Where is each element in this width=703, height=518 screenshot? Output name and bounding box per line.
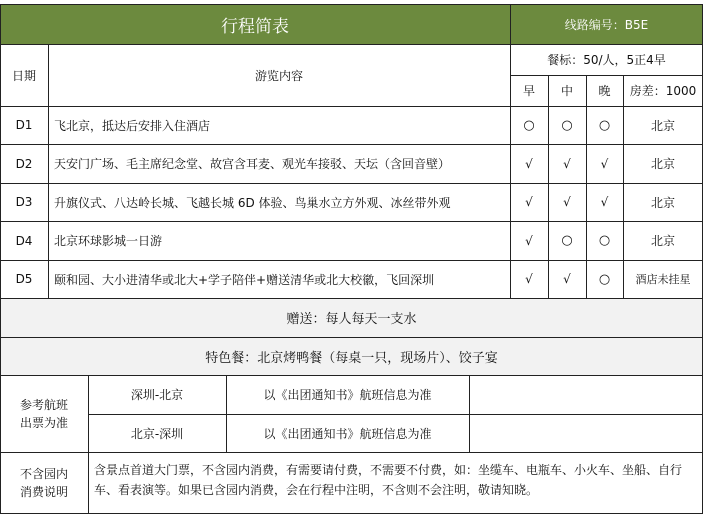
day-header: 日期	[11, 68, 36, 83]
dinner-header: 晚	[598, 84, 611, 98]
breakfast-header: 早	[522, 84, 535, 98]
hotel-city: 北京	[650, 234, 675, 248]
flight-note: 以《出团通知书》航班信息为准	[263, 388, 432, 402]
route-code: 线路编号：B5E	[564, 18, 649, 32]
excluded-label-line2: 消费说明	[19, 484, 68, 499]
dinner-mark: ○	[598, 271, 611, 287]
day-content: 升旗仪式、八达岭长城、飞越长城 6D 体验、鸟巢水立方外观、冰丝带外观	[54, 195, 451, 210]
day-content: 天安门广场、毛主席纪念堂、故宫含耳麦、观光车接驳、天坛（含回音壁）	[54, 157, 451, 171]
day-content: 飞北京，抵达后安排入住酒店	[54, 118, 211, 133]
dinner-mark: √	[600, 156, 609, 171]
day-content: 颐和园、大小进清华或北大+学子陪伴+赠送清华或北大校徽，飞回深圳	[54, 272, 435, 287]
day-label: D1	[15, 118, 33, 132]
flight-label-line2: 出票为准	[19, 415, 68, 430]
day-content: 北京环球影城一日游	[54, 234, 163, 248]
lunch-mark: ○	[561, 233, 573, 248]
dinner-mark: ○	[598, 233, 611, 248]
page-title: 行程简表	[221, 17, 289, 37]
excluded-label	[0, 452, 88, 513]
breakfast-mark: √	[525, 195, 533, 209]
day-label: D4	[15, 233, 33, 248]
breakfast-mark: √	[525, 272, 533, 286]
flight-label	[0, 375, 88, 452]
hotel-city: 北京	[650, 157, 675, 171]
day-label: D3	[15, 195, 33, 209]
hotel-city: 北京	[650, 118, 675, 133]
flight-route: 北京-深圳	[130, 426, 184, 441]
hotel-city: 酒店未挂星	[635, 273, 691, 286]
excluded-label-line1: 不含园内	[19, 466, 68, 481]
hotel-city: 北京	[650, 195, 675, 210]
lunch-header: 中	[560, 84, 573, 98]
lunch-mark: √	[563, 156, 571, 171]
lunch-mark: √	[563, 195, 571, 209]
border-line	[469, 375, 470, 452]
room-diff-header: 房差：1000	[629, 84, 697, 98]
lunch-mark: √	[563, 272, 571, 286]
flight-label-line1: 参考航班	[19, 397, 68, 412]
breakfast-mark: √	[525, 156, 533, 171]
flight-note: 以《出团通知书》航班信息为准	[263, 426, 432, 441]
dinner-mark: √	[600, 195, 609, 209]
dinner-mark: ○	[598, 117, 611, 133]
flight-route: 深圳-北京	[130, 388, 184, 402]
lunch-mark: ○	[561, 117, 573, 133]
content-header: 游览内容	[254, 68, 303, 83]
day-label: D5	[15, 272, 33, 286]
special-meal-note: 特色餐：北京烤鸭餐（每桌一只，现场片）、饺子宴	[205, 350, 498, 366]
breakfast-mark: √	[525, 233, 533, 248]
excluded-text: 含景点首道大门票，不含园内消费，有需要请付费，不需要不付费，如：坐缆车、电瓶车、小火车、坐船、自行车、看表演等。如果已含园内消费，会在行程中注明，不含则不会注明，敬请知晓。	[94, 463, 683, 497]
meal-standard: 餐标：50/人，5正4早	[547, 53, 666, 67]
day-label: D2	[15, 156, 33, 171]
breakfast-mark: ○	[523, 117, 535, 133]
gift-note: 赠送：每人每天一支水	[286, 312, 417, 327]
border-line	[0, 452, 703, 453]
border-line	[0, 513, 703, 514]
